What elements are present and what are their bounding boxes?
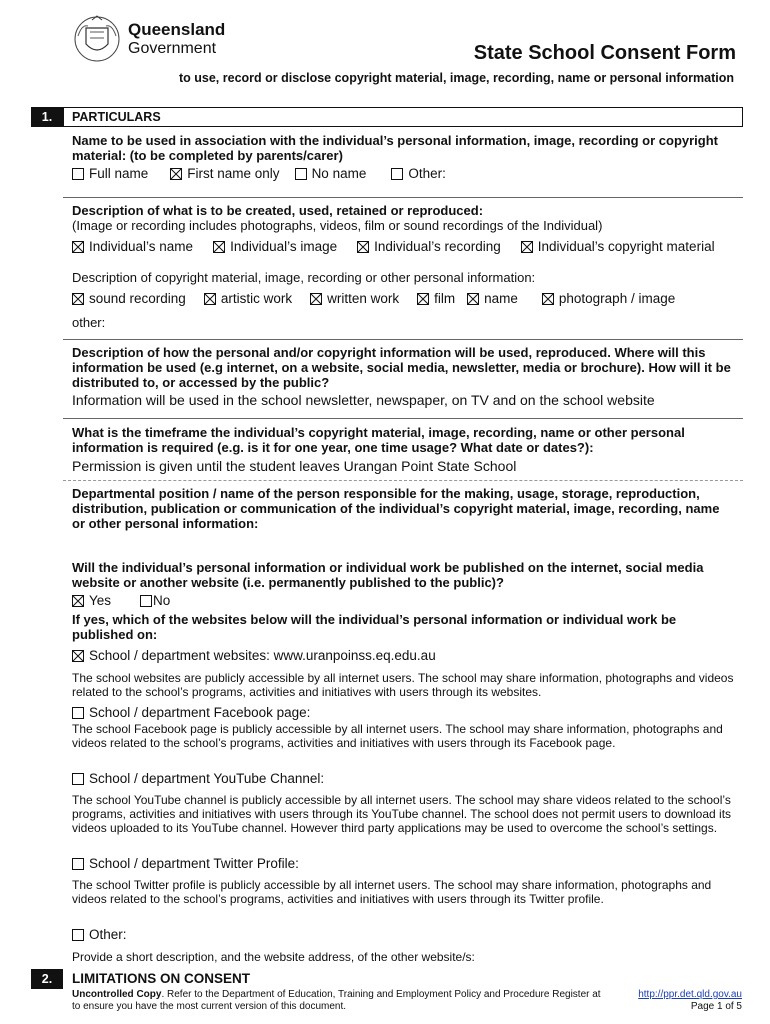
checkbox-icon[interactable] (170, 168, 182, 180)
option-label: Individual’s image (230, 239, 338, 254)
option-label: No name (311, 166, 367, 181)
usage-answer[interactable]: Information will be used in the school newsletter, newspaper, on TV and on the school website (72, 392, 655, 408)
website-description-youtube: The school YouTube channel is publicly accessible by all internet users. The school may share videos related to the school’s programs, activities and initiatives with users through its YouTube channel. The school does not permit users to download its videos uploaded to its YouTube channel. However third party applications may be used to overcome the school’s settings. (72, 793, 732, 835)
divider (63, 480, 743, 481)
checkbox-icon[interactable] (72, 595, 84, 607)
material-option-photo[interactable] (542, 291, 675, 306)
material-option-name[interactable] (467, 291, 518, 306)
describe-title: Description of what is to be created, used, retained or reproduced: (72, 203, 484, 218)
name-option-none[interactable] (295, 166, 367, 181)
website-description-twitter: The school Twitter profile is publicly accessible by all internet users. The school may share information, photographs and videos related to the school’s programs, activities and initiatives with users through its Twitter profile. (72, 878, 712, 906)
checkbox-icon[interactable] (295, 168, 307, 180)
option-label: Individual’s recording (374, 239, 501, 254)
website-option-youtube[interactable] (72, 771, 324, 786)
org-name-line2: Government (128, 40, 217, 57)
checkbox-icon[interactable] (213, 241, 225, 253)
website-option-facebook[interactable] (72, 705, 310, 720)
checkbox-icon[interactable] (72, 929, 84, 941)
org-name-line1: Queensland (128, 20, 226, 39)
material-option-film[interactable] (417, 291, 455, 306)
material-option-sound[interactable] (72, 291, 186, 306)
checkbox-icon[interactable] (521, 241, 533, 253)
section-1-number: 1. (31, 107, 63, 127)
checkbox-icon[interactable] (542, 293, 554, 305)
other-site-note: Provide a short description, and the website address, of the other website/s: (72, 950, 475, 964)
option-label: No (153, 593, 171, 608)
divider (63, 418, 743, 419)
usage-question: Description of how the personal and/or copyright information will be used, reproduced. Where will this information be used (e.g internet, on a website, social media, newsletter, media or brochure). How will it be distributed to, or accessed by the public? (72, 345, 731, 390)
checkbox-icon[interactable] (72, 707, 84, 719)
option-label: Other: (89, 927, 127, 942)
checkbox-icon[interactable] (72, 293, 84, 305)
option-yes[interactable] (72, 593, 111, 608)
name-question: Name to be used in association with the individual’s personal information, image, recording or copyright material: (to be completed by parents/carer) (72, 133, 719, 163)
describe-option-name[interactable] (72, 239, 193, 254)
checkbox-icon[interactable] (391, 168, 403, 180)
option-label: School / department YouTube Channel: (89, 771, 325, 786)
footer-text2: to ensure you have the most current version of this document. (72, 1001, 347, 1012)
option-label: written work (327, 291, 400, 306)
option-label: Individual’s name (89, 239, 194, 254)
divider (63, 339, 743, 340)
checkbox-icon[interactable] (467, 293, 479, 305)
form-title: State School Consent Form (473, 42, 736, 64)
option-label: School / department Facebook page: (89, 705, 311, 720)
material-option-written[interactable] (310, 291, 399, 306)
websites-question: If yes, which of the websites below will the individual’s personal information or individual work be published on: (72, 612, 677, 642)
material-title: Description of copyright material, image, recording or other personal information: (72, 270, 536, 285)
name-option-first[interactable] (170, 166, 279, 181)
checkbox-icon[interactable] (72, 773, 84, 785)
option-label: photograph / image (558, 291, 676, 306)
checkbox-icon[interactable] (72, 650, 84, 662)
checkbox-icon[interactable] (204, 293, 216, 305)
option-label: Individual’s copyright material (537, 239, 715, 254)
describe-option-copyright[interactable] (521, 239, 715, 254)
checkbox-icon[interactable] (72, 858, 84, 870)
material-other[interactable]: other: (72, 315, 106, 330)
option-no[interactable] (140, 593, 170, 608)
timeframe-answer[interactable]: Permission is given until the student leaves Urangan Point State School (72, 458, 517, 474)
name-option-full[interactable] (72, 166, 148, 181)
option-label: sound recording (89, 291, 186, 306)
internet-question: Will the individual’s personal information or individual work be published on the internet, social media website or another website (i.e. permanently published to the public)? (72, 560, 704, 590)
option-label: artistic work (220, 291, 293, 306)
option-label: School / department Twitter Profile: (89, 856, 299, 871)
checkbox-icon[interactable] (417, 293, 429, 305)
name-option-other[interactable] (391, 166, 446, 181)
material-option-artistic[interactable] (204, 291, 292, 306)
yes-no-options (72, 593, 170, 608)
option-label: School / department websites: www.uranpoinss.eq.edu.au (89, 648, 436, 663)
checkbox-icon[interactable] (357, 241, 369, 253)
website-option-school[interactable] (72, 648, 436, 663)
divider (63, 197, 743, 198)
checkbox-icon[interactable] (310, 293, 322, 305)
describe-options (72, 239, 715, 254)
website-description-facebook: The school Facebook page is publicly accessible by all internet users. The school may share information, photographs and videos related to the school’s programs, activities and initiatives with users through its Facebook page. (72, 722, 723, 750)
footer (72, 989, 742, 1013)
page-number: Page 1 of 5 (690, 1001, 742, 1012)
form-subtitle: to use, record or disclose copyright material, image, recording, name or personal information (179, 71, 734, 85)
option-label: film (434, 291, 456, 306)
material-options (72, 291, 675, 306)
timeframe-question: What is the timeframe the individual’s copyright material, image, recording, name or other personal information is required (e.g. is it for one year, one time usage? What date or dates?): (72, 425, 685, 455)
footer-uncontrolled: Uncontrolled Copy (72, 989, 162, 1000)
describe-note: (Image or recording includes photographs, videos, film or sound recordings of the Individual) (72, 218, 603, 233)
option-label: name (484, 291, 518, 306)
section-1-title: PARTICULARS (63, 107, 743, 127)
option-label: Yes (89, 593, 112, 608)
website-description-school: The school websites are publicly accessible by all internet users. The school may share information, photographs and videos related to the school’s programs, activities and initiatives with users through its websites. (72, 671, 734, 699)
option-label: Full name (89, 166, 149, 181)
section-2-number: 2. (31, 969, 63, 989)
section-2-title: LIMITATIONS ON CONSENT (72, 971, 250, 986)
website-option-other[interactable] (72, 927, 127, 942)
describe-option-image[interactable] (213, 239, 337, 254)
describe-option-recording[interactable] (357, 239, 501, 254)
website-option-twitter[interactable] (72, 856, 299, 871)
dept-question: Departmental position / name of the person responsible for the making, usage, storage, reproduction, distribution, publication or communication of the individual’s copyright material, image, recording, name or other personal information: (72, 486, 720, 531)
name-options (72, 166, 446, 181)
checkbox-icon[interactable] (140, 595, 152, 607)
footer-text: . Refer to the Department of Education, Training and Employment Policy and Procedure Register at (161, 989, 601, 1000)
option-label: First name only (187, 166, 280, 181)
checkbox-icon[interactable] (72, 168, 84, 180)
checkbox-icon[interactable] (72, 241, 84, 253)
footer-link[interactable]: http://ppr.det.qld.gov.au (638, 989, 742, 1000)
queensland-crest-logo (72, 14, 122, 64)
option-label: Other: (408, 166, 446, 181)
